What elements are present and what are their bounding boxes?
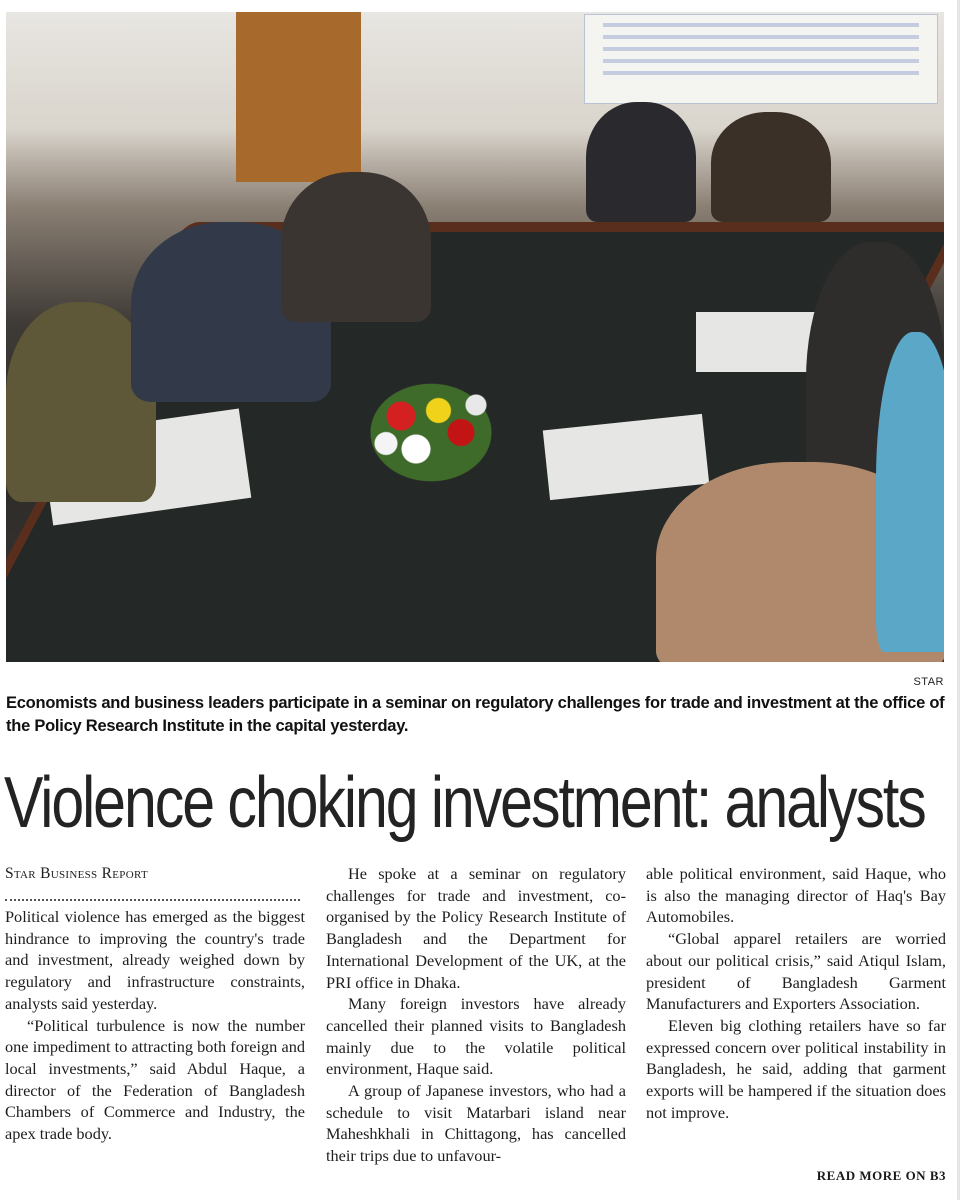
- photo-caption: Economists and business leaders participate in a seminar on regulatory challenges for trade and investment at the office of the Policy Research Institute in the capital yesterday.: [6, 694, 945, 735]
- paragraph: “Political turbulence is now the number one impediment to attracting both foreign and local investments,” said Abdul Haque, a director of the Federation of Bangladesh Chambers of Commerce and Industry, the apex trade body.: [5, 1015, 305, 1144]
- read-more-link[interactable]: READ MORE ON B3: [816, 1168, 946, 1183]
- photo-person: [876, 332, 944, 652]
- byline-dotted-rule: [5, 891, 300, 901]
- seminar-photo: [6, 12, 944, 662]
- photo-person: [711, 112, 831, 222]
- paragraph: able political environment, said Haque, who is also the managing director of Haq's Bay Automobiles.: [646, 864, 946, 927]
- paragraph: He spoke at a seminar on regulatory challenges for trade and investment, co-organised by the Policy Research Institute of Bangladesh and the Department for International Development of the UK, at the PRI office in Dhaka.: [326, 864, 626, 992]
- byline: Star Business Report: [5, 865, 148, 882]
- photo-person: [281, 172, 431, 322]
- photo-flower-arrangement: [356, 372, 506, 482]
- photo-person: [586, 102, 696, 222]
- photo-banner: [584, 14, 938, 104]
- page-edge-rule: [957, 0, 960, 1200]
- photo-papers: [696, 312, 816, 372]
- photo-credit: STAR: [913, 676, 944, 688]
- paragraph: Eleven big clothing retailers have so far expressed concern over political instability in Bangladesh, he said, adding that garment exports will be hampered if the situation does not improve.: [646, 1015, 946, 1122]
- paragraph: “Global apparel retailers are worried about our political crisis,” said Atiqul Islam, president of Bangladesh Garment Manufacturers and Exporters Association.: [646, 929, 946, 1014]
- article-column-2: [326, 863, 626, 1167]
- article-column-3: [646, 863, 946, 1123]
- photo-door: [236, 12, 361, 182]
- paragraph: Political violence has emerged as the biggest hindrance to improving the country's trade and investment, already weighed down by regulatory and infrastructure constraints, analysts said yesterday.: [5, 907, 305, 1013]
- paragraph: Many foreign investors have already cancelled their planned visits to Bangladesh mainly due to the volatile political environment, Haque said.: [326, 994, 626, 1079]
- headline: Violence choking investment: analysts: [4, 763, 925, 843]
- article-column-1: [5, 863, 305, 1145]
- paragraph: A group of Japanese investors, who had a schedule to visit Matarbari island near Maheshkhali in Chittagong, has cancelled their trips due to unfavour-: [326, 1081, 626, 1166]
